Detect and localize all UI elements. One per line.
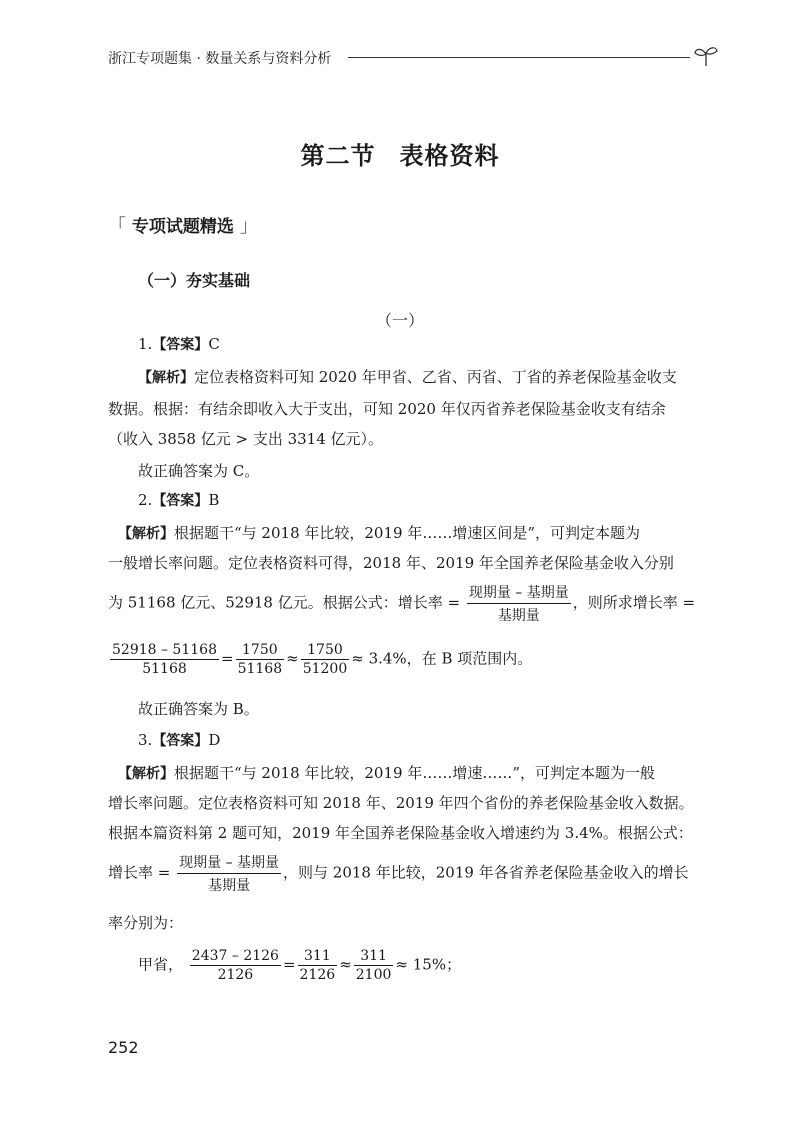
q3-analysis-line-3: 根据本篇资料第 2 题可知，2019 年全国养老保险基金收入增速约为 3.4%。根据公式： — [108, 824, 693, 842]
paragraph-text: ，则与 2018 年比较，2019 年各省养老保险基金收入的增长 — [283, 863, 689, 882]
analysis-label: 【解析】 — [118, 766, 174, 782]
fraction: $\frac{52918 - 51168}{51168}$ — [112, 642, 217, 677]
bracket-open: 「 — [108, 216, 126, 237]
q3-analysis-line-1 — [118, 762, 718, 783]
answer-label: 【答案】 — [152, 733, 209, 749]
q2-answer-line — [138, 490, 738, 510]
fraction: $\frac{311}{2100}$ — [355, 948, 392, 983]
q3-analysis-line-5: 率分别为： — [108, 914, 184, 932]
paragraph-text: 为 51168 亿元、52918 亿元。根据公式：增长率 = — [108, 593, 461, 612]
fraction: $\frac{1750}{51168}$ — [237, 642, 283, 677]
q2-analysis-line-3 — [108, 582, 708, 625]
q3-province-jia: 甲省， $\frac{2437 - 2126}{2126}$ = $\frac{311}{2126}$ ≈ $\frac{311}{2100}$ ≈ 15%； — [138, 948, 462, 983]
running-header — [108, 44, 720, 68]
answer-label: 【答案】 — [152, 337, 209, 353]
paragraph-text: ，则所求增长率 = — [572, 593, 696, 612]
q1-number: 1. — [138, 335, 153, 353]
paragraph-text: 根据题干“与 2018 年比较，2019 年……增速区间是”，可判定本题为 — [174, 524, 640, 542]
q2-analysis-line-2: 一般增长率问题。定位表格资料可得，2018 年、2019 年全国养老保险基金收入分别 — [108, 554, 674, 572]
q3-answer-line — [138, 730, 738, 750]
fraction: $\frac{2437 - 2126}{2126}$ — [191, 948, 279, 983]
group-heading: （一） — [375, 311, 424, 330]
sub-heading — [108, 212, 258, 238]
q2-calculation-line: $\frac{52918 - 51168}{51168}$ = $\frac{1750}{51168}$ ≈ $\frac{1750}{51200}$ ≈ 3.4%，在 B 项范围内。 — [112, 642, 533, 677]
q1-conclusion: 故正确答案为 C。 — [138, 462, 260, 480]
sprout-icon — [692, 44, 720, 68]
answer-label: 【答案】 — [152, 493, 209, 509]
paragraph-text: 定位表格资料可知 2020 年甲省、乙省、丙省、丁省的养老保险基金收支 — [194, 368, 677, 386]
q1-answer: C — [208, 335, 220, 353]
q2-number: 2. — [138, 491, 153, 509]
q1-analysis-line-3: （收入 3858 亿元 > 支出 3314 亿元）。 — [108, 430, 384, 448]
growth-rate-formula: $\frac{\text{现期量 – 基期量}}{\text{基期量}}$ — [177, 852, 281, 895]
section-name: 表格资料 — [399, 142, 500, 170]
fraction: $\frac{311}{2126}$ — [299, 948, 336, 983]
paragraph-text: ≈ 3.4%，在 B 项范围内。 — [351, 649, 533, 668]
q3-analysis-line-2: 增长率问题。定位表格资料可知 2018 年、2019 年四个省份的养老保险基金收入数据。 — [108, 794, 694, 812]
header-rule — [348, 57, 690, 58]
q3-answer: D — [208, 731, 221, 749]
q1-answer-line — [138, 334, 738, 354]
q1-analysis-line-1 — [138, 366, 738, 387]
q1-analysis-line-2: 数据。根据：有结余即收入大于支出，可知 2020 年仅丙省养老保险基金收支有结余 — [108, 400, 666, 418]
page-number: 252 — [108, 1038, 139, 1057]
section-title — [0, 136, 800, 171]
growth-rate-formula: $\frac{\text{现期量 – 基期量}}{\text{基期量}}$ — [467, 582, 571, 625]
paragraph-text: 增长率 = — [108, 863, 171, 882]
fraction: $\frac{1750}{51200}$ — [302, 642, 348, 677]
q3-analysis-line-4 — [108, 852, 708, 895]
q2-analysis-line-1 — [118, 522, 718, 543]
paragraph-text: ≈ 15%； — [395, 955, 462, 974]
part-heading: （一）夯实基础 — [138, 271, 251, 290]
q2-answer: B — [208, 491, 220, 509]
q3-number: 3. — [138, 731, 153, 749]
province-label: 甲省， — [138, 955, 184, 974]
book-title: 浙江专项题集 · 数量关系与资料分析 — [108, 51, 332, 67]
section-number: 第二节 — [300, 142, 376, 170]
sub-heading-text: 专项试题精选 — [131, 217, 234, 237]
q2-conclusion: 故正确答案为 B。 — [138, 700, 259, 718]
analysis-label: 【解析】 — [118, 526, 174, 542]
analysis-label: 【解析】 — [138, 370, 194, 386]
bracket-close: 」 — [239, 216, 258, 237]
paragraph-text: 根据题干“与 2018 年比较，2019 年……增速……”，可判定本题为一般 — [174, 764, 655, 782]
